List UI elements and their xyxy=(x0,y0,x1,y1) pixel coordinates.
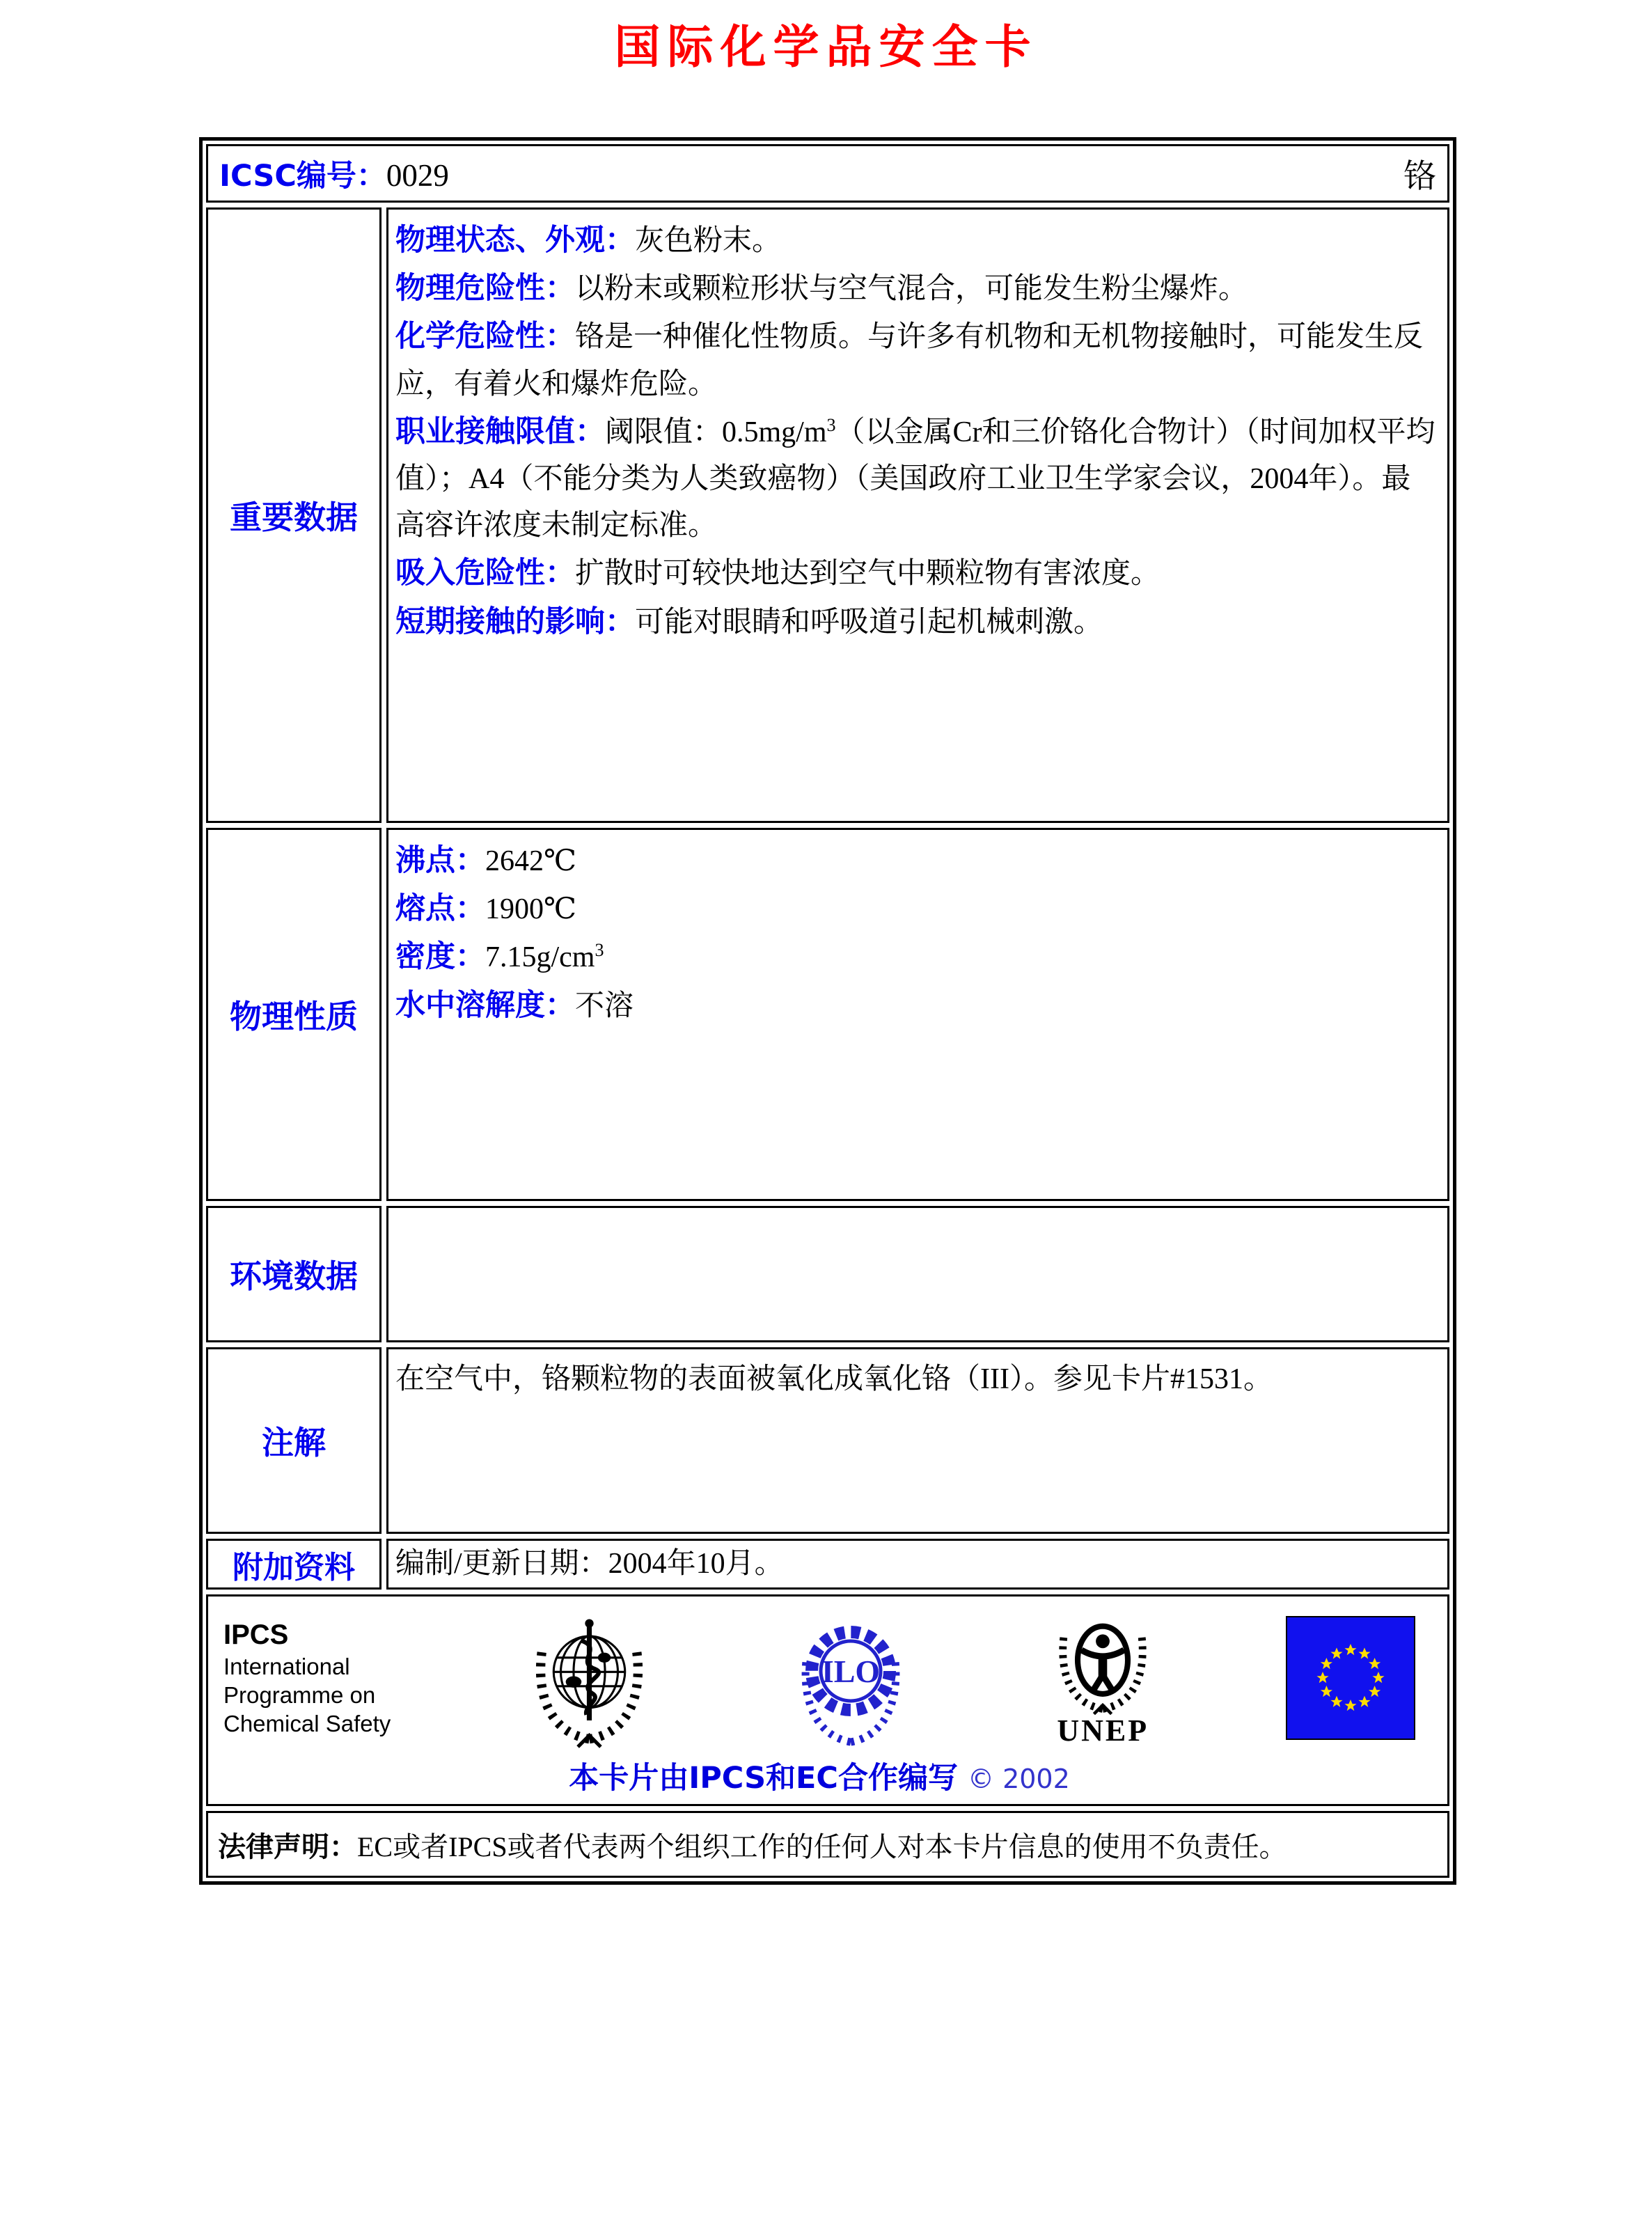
ipcs-text-block: IPCS International Programme on Chemical Safety xyxy=(223,1617,398,1739)
legal-notice-label: 法律声明： xyxy=(218,1830,357,1863)
important-line-inhalation-risk: 吸入危险性：扩散时可较快地达到空气中颗粒物有害浓度。 xyxy=(395,556,1161,591)
unep-logo-block xyxy=(1040,1607,1165,1748)
section-label-additional-info: 附加资料 xyxy=(206,1539,381,1590)
section-content-additional-info xyxy=(386,1539,1449,1590)
ipcs-acronym: IPCS xyxy=(223,1619,289,1650)
environmental-data-row xyxy=(206,1206,1449,1342)
page-title: 国际化学品安全卡 xyxy=(614,19,1038,74)
section-content-physical-properties xyxy=(386,828,1449,1201)
unep-emblem-icon xyxy=(1040,1607,1165,1717)
additional-info-text: 编制/更新日期：2004年10月。 xyxy=(395,1548,784,1580)
icsc-number-group xyxy=(219,152,449,195)
property-melting-point: 熔点：1900℃ xyxy=(395,891,576,927)
eu-flag-icon xyxy=(1286,1616,1415,1740)
icsc-card-table xyxy=(199,137,1456,1885)
section-content-important-data xyxy=(386,207,1449,823)
section-label-important-data: 重要数据 xyxy=(206,207,381,823)
icsc-number-value: 0029 xyxy=(386,157,449,193)
additional-info-row xyxy=(206,1539,1449,1590)
important-line-physical-state: 物理状态、外观：灰色粉末。 xyxy=(395,223,782,258)
legal-row xyxy=(206,1811,1449,1878)
property-boiling-point: 沸点：2642℃ xyxy=(395,843,576,878)
important-data-row xyxy=(206,207,1449,823)
card-header-cell xyxy=(206,144,1449,203)
logos-row xyxy=(206,1594,1449,1806)
who-emblem-icon xyxy=(518,1606,661,1749)
icsc-number-label: ICSC编号： xyxy=(219,158,386,194)
ilo-emblem-icon xyxy=(781,1608,920,1748)
chemical-name: 铬 xyxy=(1403,158,1436,195)
important-line-occupational-limits: 职业接触限值：阈限值：$0.5mg/m^3$（以金属Cr和三价铬化合物计）（时间加权平均值）；A4（不能分类为人类致癌物）（美国政府工业卫生学家会议，2004年）。最高容许浓度未制定标准。 xyxy=(395,414,1435,542)
property-water-solubility: 水中溶解度：不溶 xyxy=(395,987,634,1023)
important-line-chemical-danger: 化学危险性：铬是一种催化性物质。与许多有机物和无机物接触时，可能发生反应，有着火和爆炸危险。 xyxy=(395,319,1424,400)
section-label-environmental-data: 环境数据 xyxy=(206,1206,381,1342)
legal-notice-text: EC或者IPCS或者代表两个组织工作的任何人对本卡片信息的使用不负责任。 xyxy=(357,1830,1287,1862)
logos-cell xyxy=(206,1594,1449,1806)
unep-wordmark: UNEP xyxy=(1057,1713,1149,1748)
card-header-row xyxy=(206,144,1449,203)
notes-text: 在空气中，铬颗粒物的表面被氧化成氧化铬（III）。参见卡片#1531。 xyxy=(395,1363,1273,1395)
section-content-environmental-data xyxy=(386,1206,1449,1342)
section-label-physical-properties: 物理性质 xyxy=(206,828,381,1201)
notes-row xyxy=(206,1347,1449,1534)
property-density: 密度：$7.15g/cm^3$ xyxy=(395,939,604,975)
legal-cell xyxy=(206,1811,1449,1878)
logo-strip xyxy=(223,1606,1415,1749)
svg-text:ILO: ILO xyxy=(821,1653,880,1689)
section-label-notes: 注解 xyxy=(206,1347,381,1534)
important-line-physical-danger: 物理危险性：以粉末或颗粒形状与空气混合，可能发生粉尘爆炸。 xyxy=(395,271,1248,306)
cooperation-caption: 本卡片由IPCS和EC合作编写 © 2002 xyxy=(569,1761,1070,1796)
section-content-notes xyxy=(386,1347,1449,1534)
physical-properties-row xyxy=(206,828,1449,1201)
important-line-short-term-effects: 短期接触的影响：可能对眼睛和呼吸道引起机械刺激。 xyxy=(395,604,1103,639)
